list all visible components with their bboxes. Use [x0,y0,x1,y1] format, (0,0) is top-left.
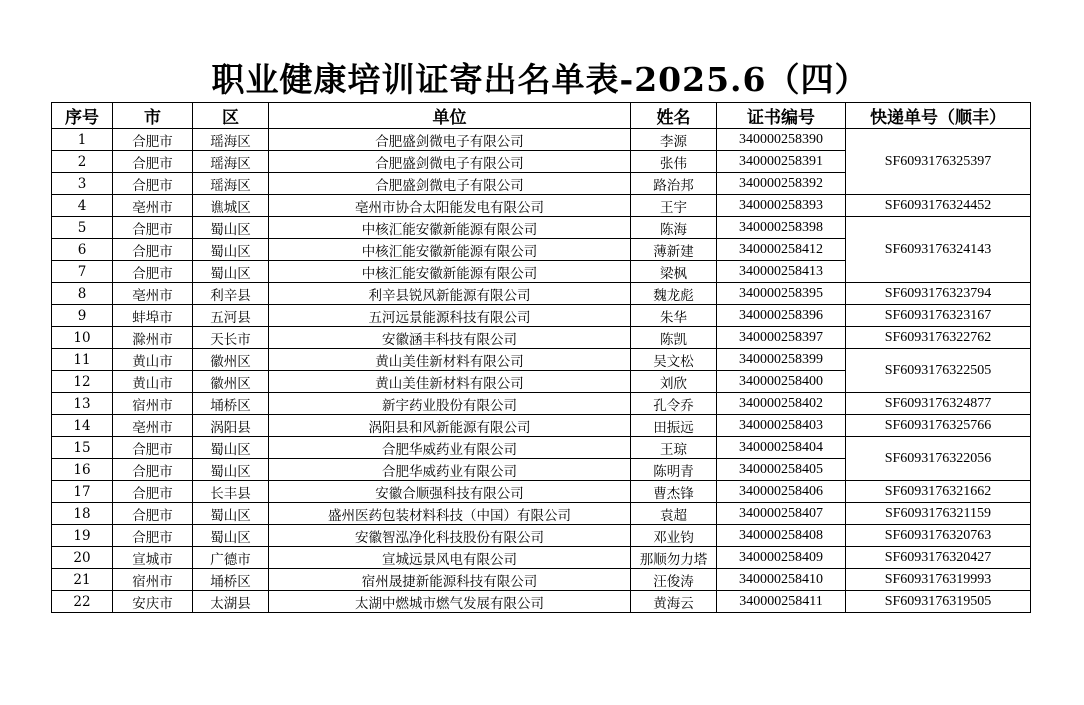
company-cell: 合肥华威药业有限公司 [269,459,631,481]
company-cell: 安徽合顺强科技有限公司 [269,481,631,503]
district-cell: 利辛县 [193,283,269,305]
name-cell: 孔令乔 [631,393,717,415]
express-no-cell: SF6093176319505 [846,591,1031,613]
district-cell: 瑶海区 [193,129,269,151]
district-cell: 徽州区 [193,371,269,393]
name-cell: 袁超 [631,503,717,525]
district-cell: 徽州区 [193,349,269,371]
serial-no-cell: 15 [52,437,113,459]
express-no-cell: SF6093176322056 [846,437,1031,481]
certificate-no-cell: 340000258404 [717,437,846,459]
certificate-no-cell: 340000258393 [717,195,846,217]
table-row [52,129,1031,151]
name-cell: 吴文松 [631,349,717,371]
company-cell: 合肥盛剑微电子有限公司 [269,151,631,173]
company-cell: 中核汇能安徽新能源有限公司 [269,217,631,239]
certificate-no-cell: 340000258397 [717,327,846,349]
express-no-cell: SF6093176325397 [846,129,1031,195]
city-cell: 亳州市 [113,283,193,305]
district-cell: 蜀山区 [193,459,269,481]
serial-no-cell: 10 [52,327,113,349]
header-certificate-no: 证书编号 [717,103,846,129]
header-city: 市 [113,103,193,129]
name-cell: 那顺勿力塔 [631,547,717,569]
company-cell: 新宇药业股份有限公司 [269,393,631,415]
district-cell: 蜀山区 [193,437,269,459]
document-title: 职业健康培训证寄出名单表-2025.6（四） [211,60,869,99]
company-cell: 中核汇能安徽新能源有限公司 [269,239,631,261]
city-cell: 合肥市 [113,217,193,239]
district-cell: 瑶海区 [193,151,269,173]
city-cell: 宣城市 [113,547,193,569]
city-cell: 宿州市 [113,569,193,591]
serial-no-cell: 7 [52,261,113,283]
table-row [52,217,1031,239]
express-no-cell: SF6093176319993 [846,569,1031,591]
serial-no-cell: 5 [52,217,113,239]
serial-no-cell: 13 [52,393,113,415]
city-cell: 宿州市 [113,393,193,415]
name-cell: 魏龙彪 [631,283,717,305]
city-cell: 黄山市 [113,371,193,393]
name-cell: 陈明青 [631,459,717,481]
shipping-list-table [51,102,1031,613]
table-row [52,349,1031,371]
certificate-no-cell: 340000258410 [717,569,846,591]
district-cell: 蜀山区 [193,261,269,283]
district-cell: 太湖县 [193,591,269,613]
certificate-no-cell: 340000258400 [717,371,846,393]
certificate-no-cell: 340000258395 [717,283,846,305]
serial-no-cell: 22 [52,591,113,613]
header-company: 单位 [269,103,631,129]
serial-no-cell: 18 [52,503,113,525]
city-cell: 合肥市 [113,503,193,525]
table-row [52,569,1031,591]
district-cell: 蜀山区 [193,239,269,261]
table-row [52,327,1031,349]
header-express-no: 快递单号（顺丰） [846,103,1031,129]
city-cell: 合肥市 [113,437,193,459]
district-cell: 蜀山区 [193,525,269,547]
city-cell: 合肥市 [113,261,193,283]
name-cell: 王宇 [631,195,717,217]
company-cell: 涡阳县和风新能源有限公司 [269,415,631,437]
certificate-no-cell: 340000258413 [717,261,846,283]
certificate-no-cell: 340000258407 [717,503,846,525]
table-row [52,525,1031,547]
company-cell: 亳州市协合太阳能发电有限公司 [269,195,631,217]
district-cell: 蜀山区 [193,503,269,525]
express-no-cell: SF6093176324877 [846,393,1031,415]
company-cell: 盛州医药包装材料科技（中国）有限公司 [269,503,631,525]
name-cell: 汪俊涛 [631,569,717,591]
table-row [52,393,1031,415]
name-cell: 黄海云 [631,591,717,613]
certificate-no-cell: 340000258392 [717,173,846,195]
serial-no-cell: 16 [52,459,113,481]
header-district: 区 [193,103,269,129]
name-cell: 田振远 [631,415,717,437]
company-cell: 黄山美佳新材料有限公司 [269,371,631,393]
city-cell: 滁州市 [113,327,193,349]
city-cell: 合肥市 [113,525,193,547]
table-row [52,547,1031,569]
certificate-no-cell: 340000258391 [717,151,846,173]
serial-no-cell: 17 [52,481,113,503]
company-cell: 五河远景能源科技有限公司 [269,305,631,327]
certificate-no-cell: 340000258411 [717,591,846,613]
name-cell: 陈凯 [631,327,717,349]
certificate-no-cell: 340000258396 [717,305,846,327]
district-cell: 五河县 [193,305,269,327]
name-cell: 李源 [631,129,717,151]
certificate-no-cell: 340000258390 [717,129,846,151]
city-cell: 合肥市 [113,151,193,173]
serial-no-cell: 11 [52,349,113,371]
serial-no-cell: 8 [52,283,113,305]
header-name: 姓名 [631,103,717,129]
city-cell: 安庆市 [113,591,193,613]
express-no-cell: SF6093176324143 [846,217,1031,283]
express-no-cell: SF6093176320763 [846,525,1031,547]
table-row [52,283,1031,305]
express-no-cell: SF6093176321159 [846,503,1031,525]
serial-no-cell: 4 [52,195,113,217]
city-cell: 亳州市 [113,195,193,217]
company-cell: 合肥华威药业有限公司 [269,437,631,459]
express-no-cell: SF6093176320427 [846,547,1031,569]
company-cell: 安徽智泓净化科技股份有限公司 [269,525,631,547]
name-cell: 陈海 [631,217,717,239]
company-cell: 宿州晟捷新能源科技有限公司 [269,569,631,591]
serial-no-cell: 20 [52,547,113,569]
certificate-no-cell: 340000258406 [717,481,846,503]
city-cell: 合肥市 [113,459,193,481]
district-cell: 天长市 [193,327,269,349]
city-cell: 合肥市 [113,481,193,503]
serial-no-cell: 21 [52,569,113,591]
name-cell: 路治邦 [631,173,717,195]
district-cell: 广德市 [193,547,269,569]
certificate-no-cell: 340000258402 [717,393,846,415]
company-cell: 黄山美佳新材料有限公司 [269,349,631,371]
company-cell: 合肥盛剑微电子有限公司 [269,129,631,151]
table-row [52,591,1031,613]
name-cell: 邓业钧 [631,525,717,547]
city-cell: 蚌埠市 [113,305,193,327]
table-row [52,481,1031,503]
name-cell: 刘欣 [631,371,717,393]
name-cell: 朱华 [631,305,717,327]
table-body [52,129,1031,613]
table-row [52,503,1031,525]
district-cell: 涡阳县 [193,415,269,437]
city-cell: 黄山市 [113,349,193,371]
city-cell: 合肥市 [113,239,193,261]
company-cell: 宣城远景风电有限公司 [269,547,631,569]
serial-no-cell: 19 [52,525,113,547]
table-row [52,415,1031,437]
express-no-cell: SF6093176323167 [846,305,1031,327]
name-cell: 曹杰锋 [631,481,717,503]
express-no-cell: SF6093176321662 [846,481,1031,503]
header-row [52,103,1031,129]
company-cell: 安徽涵丰科技有限公司 [269,327,631,349]
name-cell: 张伟 [631,151,717,173]
city-cell: 合肥市 [113,129,193,151]
serial-no-cell: 2 [52,151,113,173]
express-no-cell: SF6093176323794 [846,283,1031,305]
header-serial-no: 序号 [52,103,113,129]
district-cell: 长丰县 [193,481,269,503]
express-no-cell: SF6093176322762 [846,327,1031,349]
table-row [52,437,1031,459]
certificate-no-cell: 340000258412 [717,239,846,261]
district-cell: 谯城区 [193,195,269,217]
express-no-cell: SF6093176324452 [846,195,1031,217]
certificate-no-cell: 340000258405 [717,459,846,481]
company-cell: 太湖中燃城市燃气发展有限公司 [269,591,631,613]
district-cell: 蜀山区 [193,217,269,239]
city-cell: 亳州市 [113,415,193,437]
name-cell: 梁枫 [631,261,717,283]
city-cell: 合肥市 [113,173,193,195]
serial-no-cell: 1 [52,129,113,151]
express-no-cell: SF6093176325766 [846,415,1031,437]
certificate-no-cell: 340000258408 [717,525,846,547]
certificate-no-cell: 340000258403 [717,415,846,437]
name-cell: 王琼 [631,437,717,459]
certificate-no-cell: 340000258398 [717,217,846,239]
company-cell: 合肥盛剑微电子有限公司 [269,173,631,195]
district-cell: 埇桥区 [193,569,269,591]
company-cell: 利辛县锐风新能源有限公司 [269,283,631,305]
serial-no-cell: 12 [52,371,113,393]
name-cell: 薄新建 [631,239,717,261]
table-row [52,195,1031,217]
certificate-no-cell: 340000258409 [717,547,846,569]
serial-no-cell: 14 [52,415,113,437]
serial-no-cell: 3 [52,173,113,195]
table-row [52,305,1031,327]
serial-no-cell: 9 [52,305,113,327]
certificate-no-cell: 340000258399 [717,349,846,371]
express-no-cell: SF6093176322505 [846,349,1031,393]
serial-no-cell: 6 [52,239,113,261]
district-cell: 瑶海区 [193,173,269,195]
company-cell: 中核汇能安徽新能源有限公司 [269,261,631,283]
district-cell: 埇桥区 [193,393,269,415]
